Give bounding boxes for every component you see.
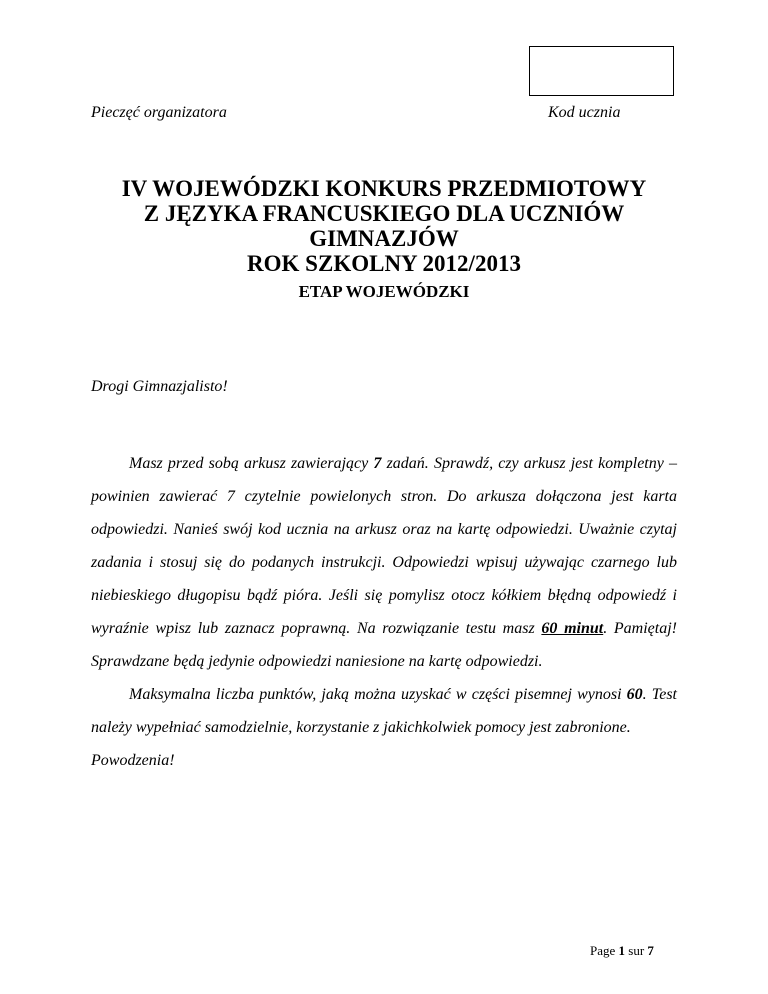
organizer-stamp-label: Pieczęć organizatora <box>91 104 227 121</box>
para1-text-2: zadań. Sprawdź, czy arkusz jest kompletny – powinien zawierać 7 czytelnie powielonych stron. Do arkusza dołączona jest karta odpowiedzi. Nanieś swój kod ucznia na arkusz oraz na kartę odpowiedzi. Uważnie czytaj zadania i stosuj się do podanych instrukcji. Odpowiedzi wpisuj używając czarnego lub niebieskiego długopisu bądź pióra. Jeśli się pomylisz otocz kółkiem błędną odpowiedź i wyraźnie wpisz lub zaznacz poprawną. Na rozwiązanie testu masz <box>91 455 678 637</box>
page-prefix: Page <box>590 943 619 958</box>
para1-text-1: Masz przed sobą arkusz zawierający <box>129 455 374 472</box>
instructions-paragraph-2 <box>91 678 677 744</box>
page-current: 1 <box>618 943 626 958</box>
para1-text-3: . Pamiętaj! Sprawdzane będą jedynie odpowiedzi naniesione na kartę odpowiedzi. <box>91 620 677 670</box>
max-points: 60 <box>626 686 643 703</box>
page-middle: sur <box>625 943 648 958</box>
title-line-4: ROK SZKOLNY 2012/2013 <box>247 251 521 276</box>
student-code-label: Kod ucznia <box>548 104 621 121</box>
title-line-3: GIMNAZJÓW <box>309 226 459 251</box>
exam-title <box>60 176 708 304</box>
title-line-1: IV WOJEWÓDZKI KONKURS PRZEDMIOTOWY <box>121 176 647 201</box>
para2-text-2: . Test należy wypełniać samodzielnie, korzystanie z jakichkolwiek pomocy jest zabronione. <box>91 686 677 736</box>
instructions <box>91 447 677 777</box>
para2-text-1: Maksymalna liczba punktów, jaką można uzyskać w części pisemnej wynosi <box>129 686 627 703</box>
student-code-box[interactable] <box>529 46 674 96</box>
greeting: Drogi Gimnazjalisto! <box>91 378 228 395</box>
instructions-paragraph-1 <box>91 447 677 678</box>
page-number <box>590 943 654 959</box>
closing-wish: Powodzenia! <box>91 752 175 769</box>
exam-stage: ETAP WOJEWÓDZKI <box>298 282 470 301</box>
task-count: 7 <box>373 455 382 472</box>
title-line-2: Z JĘZYKA FRANCUSKIEGO DLA UCZNIÓW <box>143 201 625 226</box>
page-total: 7 <box>647 943 654 958</box>
time-limit: 60 minut <box>541 620 604 637</box>
